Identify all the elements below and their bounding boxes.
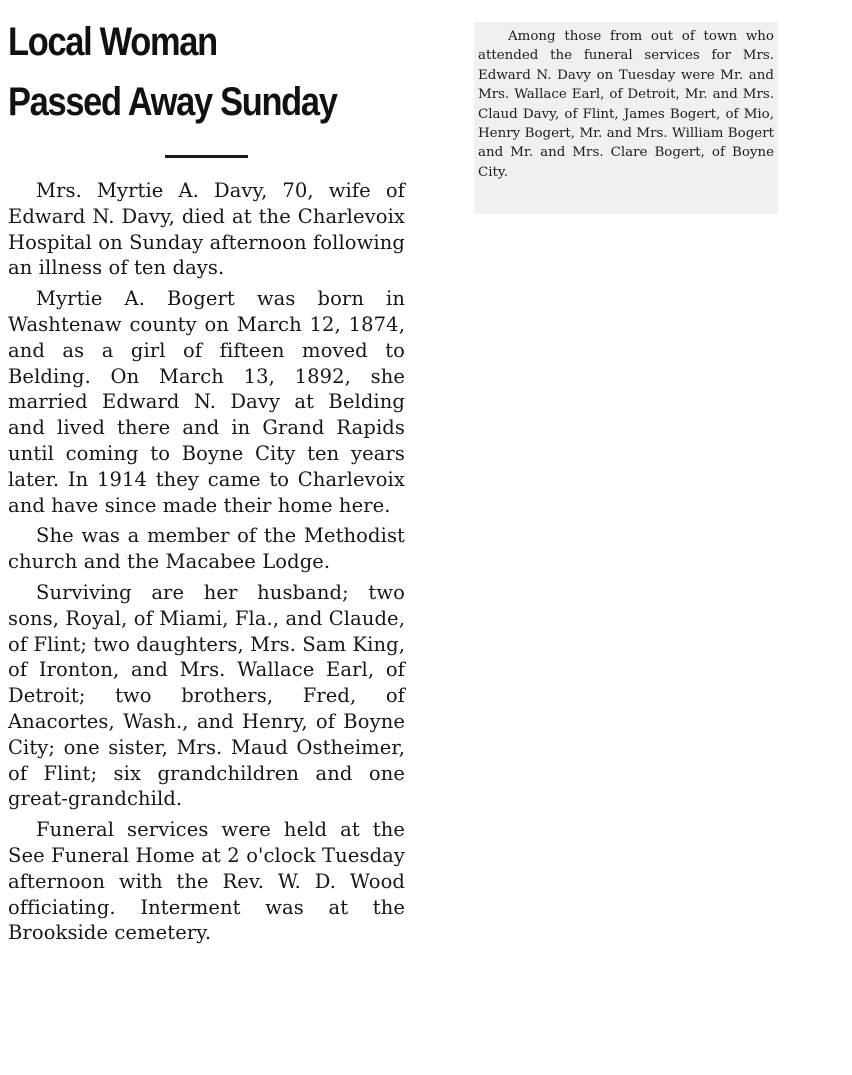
headline (8, 12, 352, 132)
sidebar-paragraph: Among those from out of town who attended the funeral services for Mrs. Edward N. Davy on Tuesday were Mr. and Mrs. Wallace Earl, of Detroit, Mr. and Mrs. Claud Davy, of Flint, James Bogert, of Mio, Henry Bogert, Mr. and Mrs. William Bogert and Mr. and Mrs. Clare Bogert, of Boyne City. (478, 29, 774, 180)
article-paragraph-4: Surviving are her husband; two sons, Royal, of Miami, Fla., and Claude, of Flint; two daughters, Mrs. Sam King, of Ironton, and Mrs. Wallace Earl, of Detroit; two brothers, Fred, of Anacortes, Wash., and Henry, of Boyne City; one sister, Mrs. Maud Ostheimer, of Flint; six grandchildren and one great-grandchild. (8, 580, 405, 811)
article-paragraph-2: Myrtie A. Bogert was born in Washtenaw county on March 12, 1874, and as a girl of fifteen moved to Belding. On March 13, 1892, she married Edward N. Davy at Belding and lived there and in Grand Rapids until coming to Boyne City ten years later. In 1914 they came to Charlevoix and have since made their home here. (8, 287, 405, 517)
obituary-article (8, 178, 405, 951)
headline-divider (165, 155, 248, 158)
headline-line-2: Passed Away Sunday (8, 80, 337, 124)
out-of-town-attendees-clipping (474, 22, 778, 214)
article-paragraph-5: Funeral services were held at the See Funeral Home at 2 o'clock Tuesday afternoon with the Rev. W. D. Wood officiating. Interment was at the Brookside cemetery. (8, 818, 405, 945)
headline-line-1: Local Woman (8, 20, 217, 64)
article-paragraph-1: Mrs. Myrtie A. Davy, 70, wife of Edward N. Davy, died at the Charlevoix Hospital on Sunday afternoon following an illness of ten days. (8, 179, 405, 280)
article-paragraph-3: She was a member of the Methodist church and the Macabee Lodge. (8, 524, 405, 574)
